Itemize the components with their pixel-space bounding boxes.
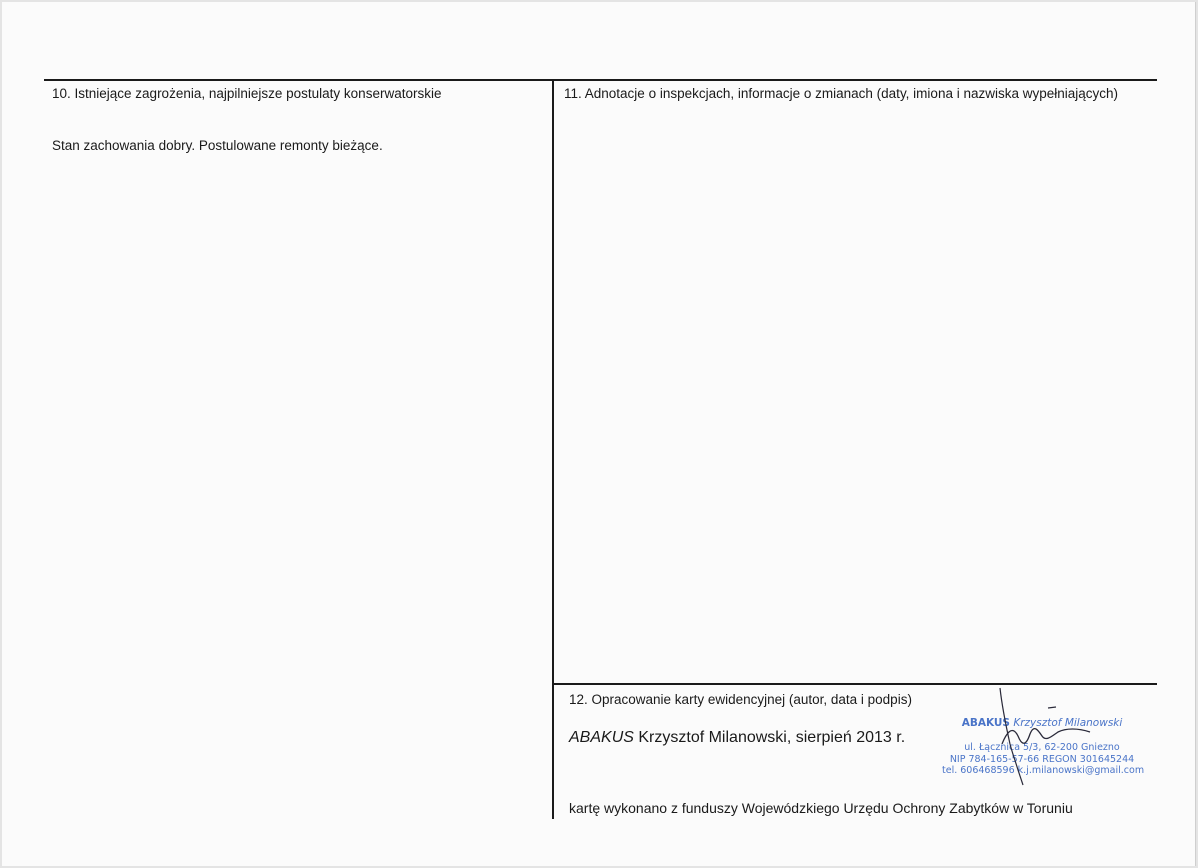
section-11-heading: 11. Adnotacje o inspekcjach, informacje o zmianach (daty, imiona i nazwiska wypełniających) — [564, 86, 1119, 101]
section-12-top-rule — [554, 683, 1157, 685]
stamp-brand: ABAKUS — [961, 717, 1010, 729]
author-details: Krzysztof Milanowski, sierpień 2013 r. — [633, 729, 906, 746]
signature-image — [962, 686, 1102, 786]
column-divider — [552, 79, 554, 819]
section-11-top-rule — [554, 79, 1157, 81]
stamp-address: ul. Łącznica 5/3, 62-200 Gniezno — [964, 742, 1120, 753]
funding-note: kartę wykonano z funduszy Wojewódzkiego Urzędu Ochrony Zabytków w Toruniu — [569, 800, 1073, 816]
stamp-name: Krzysztof Milanowski — [1013, 717, 1123, 729]
document-sheet — [2, 2, 1196, 866]
section-12-author — [569, 729, 905, 747]
section-10-top-rule — [44, 79, 554, 81]
stamp-contact: tel. 606468596 k.j.milanowski@gmail.com — [942, 765, 1145, 776]
section-10-text: Stan zachowania dobry. Postulowane remonty bieżące. — [52, 138, 383, 153]
author-brand: ABAKUS — [569, 729, 634, 746]
stamp-ids: NIP 784-165-57-66 REGON 301645244 — [949, 754, 1135, 765]
section-10-heading: 10. Istniejące zagrożenia, najpilniejsze postulaty konserwatorskie — [52, 86, 442, 101]
section-12-heading: 12. Opracowanie karty ewidencyjnej (autor, data i podpis) — [569, 692, 912, 707]
